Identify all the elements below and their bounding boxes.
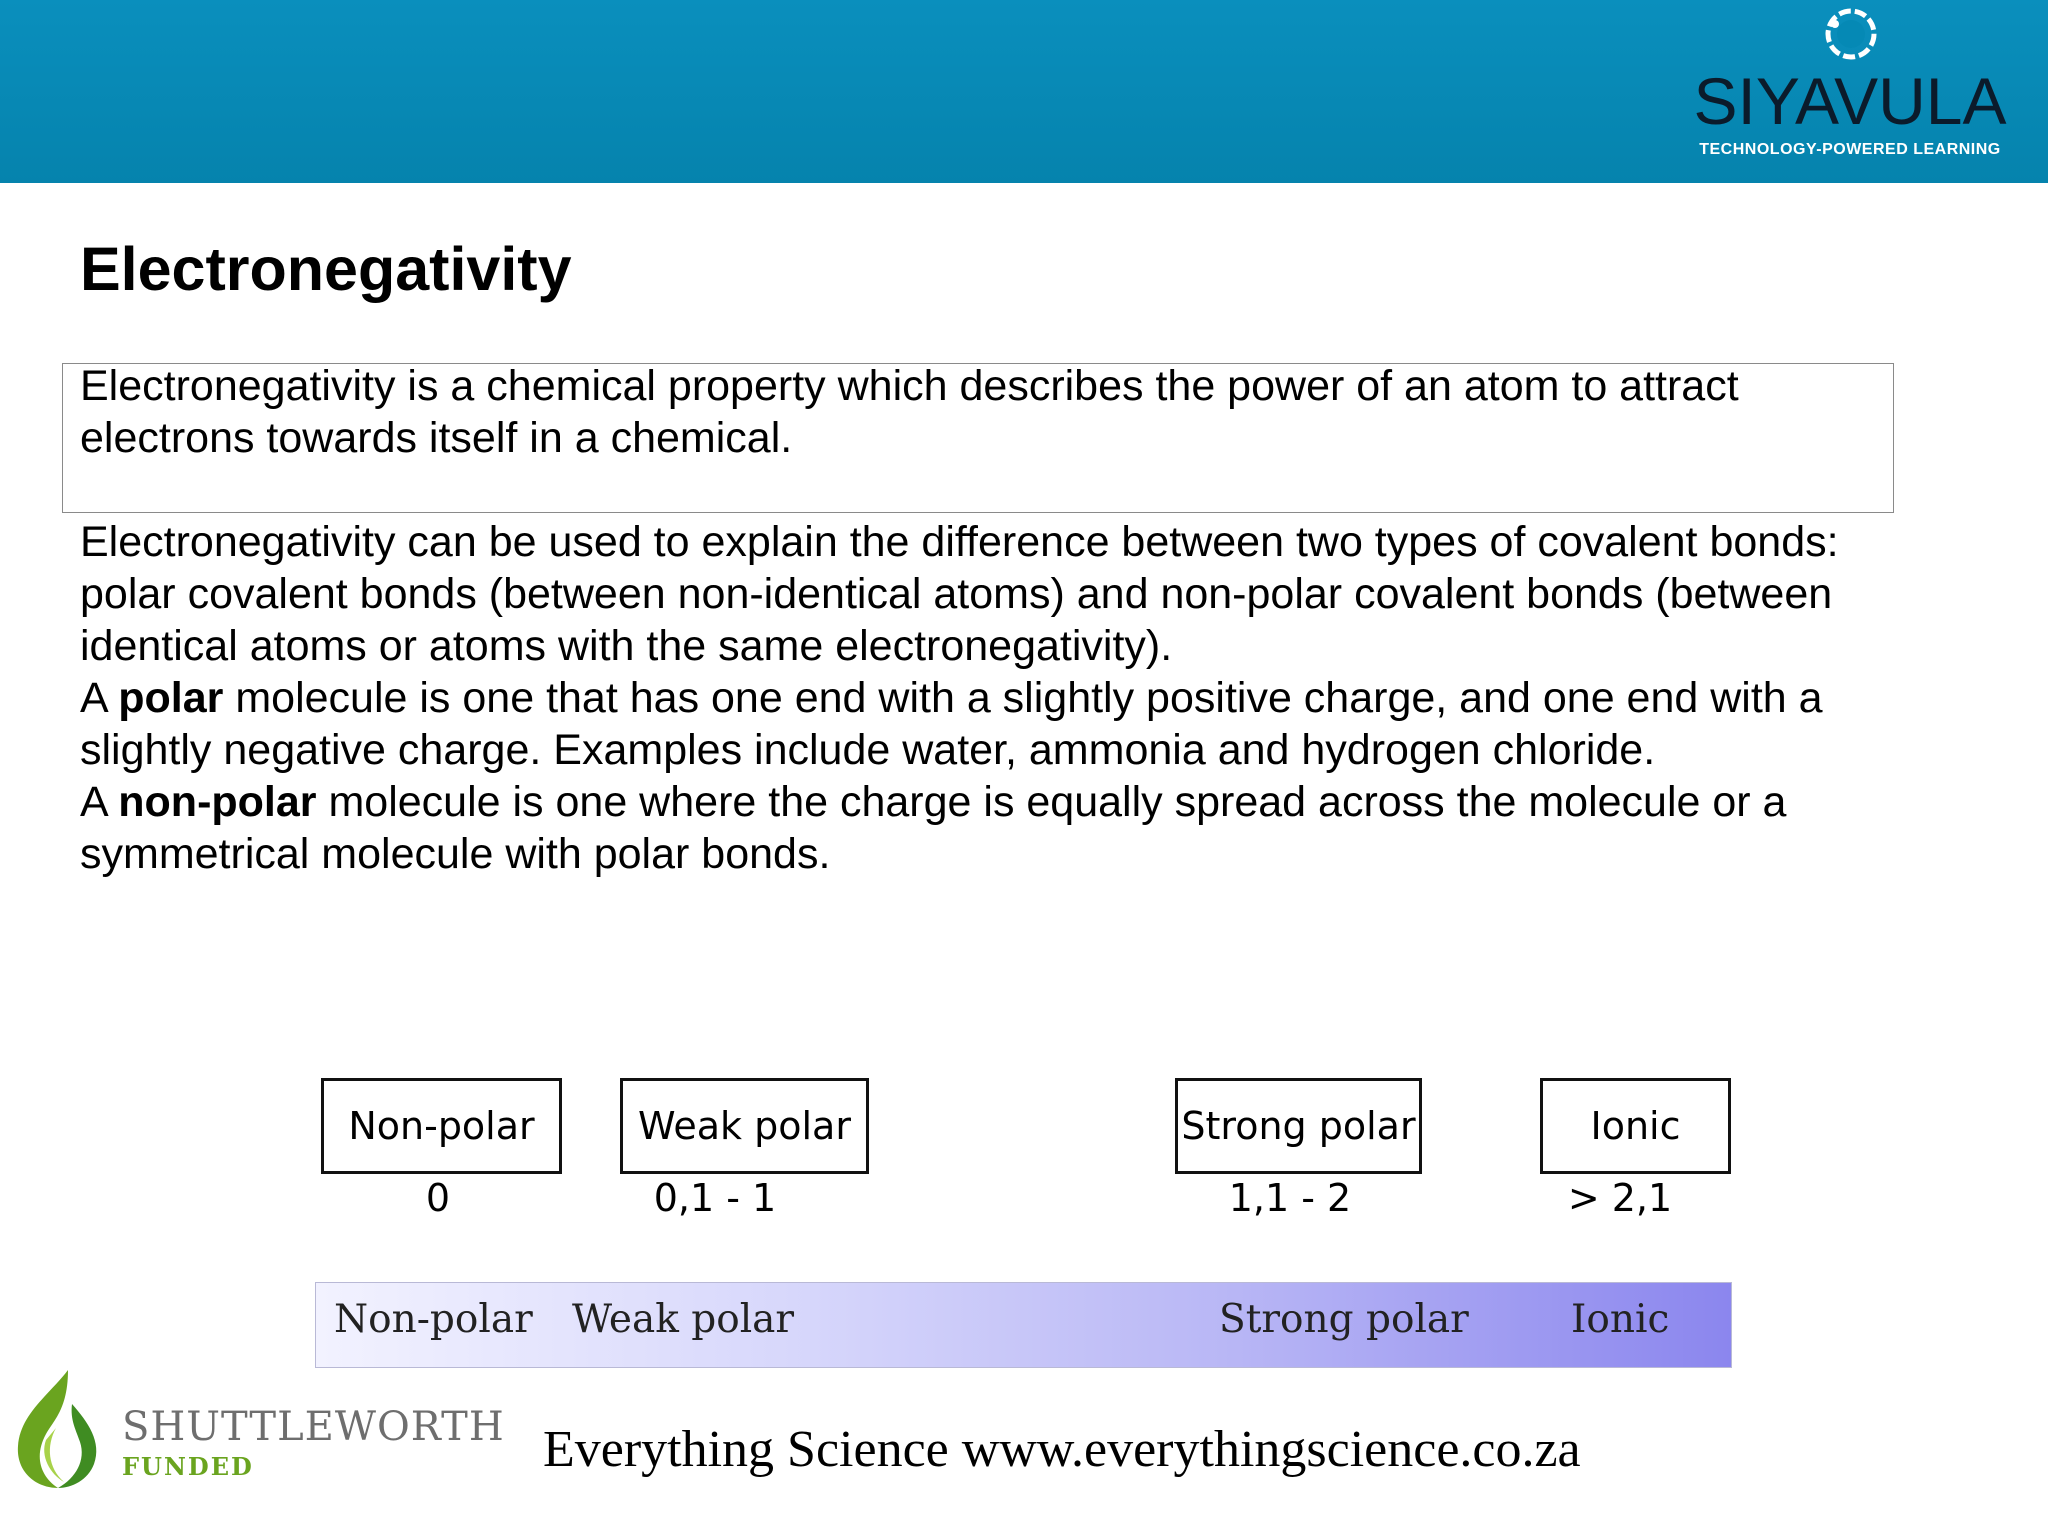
siyavula-logo xyxy=(1680,6,2020,166)
paragraph-polar xyxy=(80,672,1910,776)
category-range-strong-polar: 1,1 - 2 xyxy=(1228,1176,1352,1220)
shuttleworth-logo xyxy=(10,1364,505,1494)
bond-type-diagram xyxy=(300,1070,1740,1380)
slide-title: Electronegativity xyxy=(80,235,572,303)
logo-tagline: TECHNOLOGY-POWERED LEARNING xyxy=(1699,141,2001,158)
category-box-ionic: Ionic xyxy=(1540,1078,1731,1174)
siyavula-ring-icon xyxy=(1825,8,1877,60)
category-box-strong-polar: Strong polar xyxy=(1175,1078,1422,1174)
category-range-ionic: > 2,1 xyxy=(1567,1176,1673,1220)
category-box-weak-polar: Weak polar xyxy=(620,1078,869,1174)
category-range-weak-polar: 0,1 - 1 xyxy=(653,1176,777,1220)
sponsor-tag: FUNDED xyxy=(122,1452,254,1481)
paragraph-non-polar xyxy=(80,776,1910,880)
logo-wordmark: SIYAVULA xyxy=(1693,64,2007,138)
scale-label-non-polar: Non-polar xyxy=(334,1297,533,1342)
body-text xyxy=(80,516,1910,880)
definition-text: Electronegativity is a chemical property which describes the power of an atom to attract electrons towards itself in a chemical. xyxy=(80,362,1739,462)
term-non-polar: non-polar xyxy=(118,778,317,826)
term-polar: polar xyxy=(118,674,224,722)
header-banner xyxy=(0,0,2048,183)
category-range-non-polar: 0 xyxy=(425,1176,451,1220)
scale-label-strong-polar: Strong polar xyxy=(1219,1297,1469,1342)
category-box-non-polar: Non-polar xyxy=(321,1078,562,1174)
polarity-scale-bar xyxy=(315,1282,1732,1368)
footer-credit: Everything Science www.everythingscience.co.za xyxy=(543,1421,1581,1478)
paragraph-polar-rest: molecule is one that has one end with a slightly positive charge, and one end with a slightly negative charge. Examples include water, ammonia and hydrogen chloride. xyxy=(80,674,1823,774)
paragraph-non-polar-prefix: A xyxy=(80,778,119,826)
flame-leaf-icon xyxy=(10,1364,110,1494)
paragraph-non-polar-rest: molecule is one where the charge is equally spread across the molecule or a symmetrical molecule with polar bonds. xyxy=(80,778,1787,878)
paragraph-polar-prefix: A xyxy=(80,674,119,722)
scale-label-ionic: Ionic xyxy=(1571,1297,1670,1342)
scale-label-weak-polar: Weak polar xyxy=(572,1297,795,1342)
paragraph-covalent-bonds: Electronegativity can be used to explain the difference between two types of covalent bonds: polar covalent bonds (between non-identical atoms) and non-polar covalent bonds (between identical atoms or atoms with the same electronegativity). xyxy=(80,518,1839,670)
sponsor-name: SHUTTLEWORTH xyxy=(122,1404,505,1450)
